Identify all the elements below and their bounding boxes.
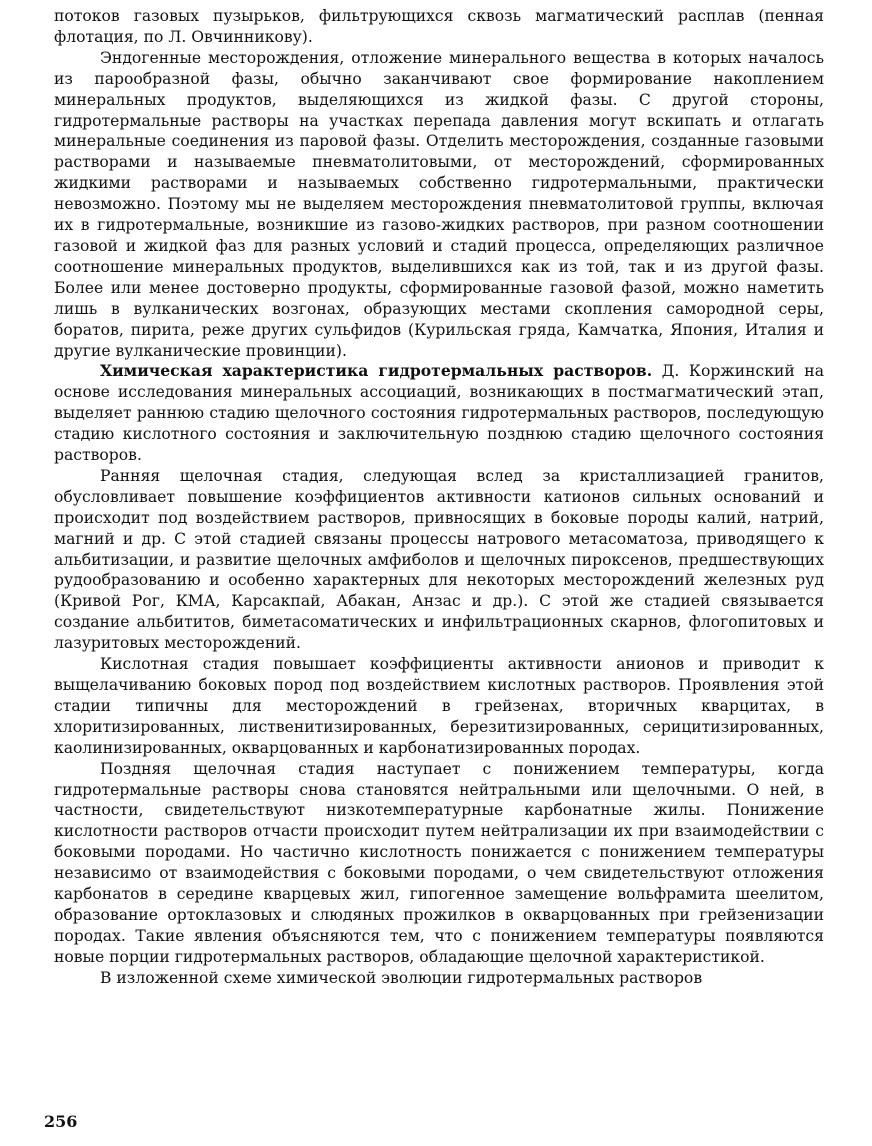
paragraph-1-text: потоков газовых пузырьков, фильтрующихся сквозь магматический расплав (пенная флотация, по Л. Овчинникову).: [54, 7, 824, 46]
page-body: [54, 6, 824, 989]
paragraph-2-text: Эндогенные месторождения, отложение минерального вещества в которых началось из парообразной фазы, обычно заканчивают свое формирование накоплением минеральных продуктов, выделяющихся из жидкой фазы. С другой стороны, гидротермальные растворы на участках перепада давления могут вскипать и отлагать минеральные соединения из паровой фазы. Отделить месторождения, созданные газовыми растворами и называемые пневматолитовыми, от месторождений, сформированных жидкими растворами и называемых собственно гидротермальными, практически невозможно. Поэтому мы не выделяем месторождения пневматолитовой группы, включая их в гидротермальные, возникшие из газово-жидких растворов, при разном соотношении газовой и жидкой фаз для разных условий и стадий процесса, определяющих различное соотношение минеральных продуктов, выделившихся как из той, так и из другой фазы. Более или менее достоверно продукты, сформированные газовой фазой, можно наметить лишь в вулканических возгонах, образующих местами скопления самородной серы, боратов, пирита, реже других сульфидов (Курильская гряда, Камчатка, Япония, Италия и другие вулканические провинции).: [54, 48, 824, 360]
section-heading: Химическая характеристика гидротермальных растворов.: [100, 361, 653, 381]
paragraph-6-text: Поздняя щелочная стадия наступает с понижением температуры, когда гидротермальные растворы снова становятся нейтральными или щелочными. О ней, в частности, свидетельствуют низкотемпературные карбонатные жилы. Понижение кислотности растворов отчасти происходит путем нейтрализации их при взаимодействии с боковыми породами. Но частично кислотность понижается с понижением температуры независимо от взаимодействия с боковыми породами, о чем свидетельствуют отложения карбонатов в середине кварцевых жил, гипогенное замещение вольфрамита шеелитом, образование ортоклазовых и слюдяных прожилков в окварцованных при грейзенизации породах. Такие явления объясняются тем, что с понижением температуры появляются новые порции гидротермальных растворов, обладающие щелочной характеристикой.: [54, 759, 824, 966]
paragraph-3: [54, 361, 824, 466]
paragraph-4-text: Ранняя щелочная стадия, следующая вслед за кристаллизацией гранитов, обусловливает повышение коэффициентов активности катионов сильных оснований и происходит под воздействием растворов, привносящих в боковые породы калий, натрий, магний и др. С этой стадией связаны процессы натрового метасоматоза, приводящего к альбитизации, и развитие щелочных амфиболов и щелочных пироксенов, предшествующих рудообразованию и особенно характерных для некоторых месторождений железных руд (Кривой Рог, КМА, Карсакпай, Абакан, Анзас и др.). С этой же стадией связывается создание альбититов, биметасоматических и инфильтрационных скарнов, флогопитовых и лазуритовых месторождений.: [54, 466, 824, 653]
paragraph-7-text: В изложенной схеме химической эволюции гидротермальных растворов: [100, 968, 703, 987]
paragraph-2: [54, 48, 824, 362]
paragraph-3-text: Д. Коржинский на основе исследования минеральных ассоциаций, возникающих в постмагматический этап, выделяет раннюю стадию щелочного состояния гидротермальных растворов, последующую стадию кислотного состояния и заключительную позднюю стадию щелочного состояния растворов.: [54, 362, 824, 465]
paragraph-5: [54, 654, 824, 759]
paragraph-4: [54, 466, 824, 654]
paragraph-1: [54, 6, 824, 48]
paragraph-5-text: Кислотная стадия повышает коэффициенты активности анионов и приводит к выщелачиванию боковых пород под воздействием кислотных растворов. Проявления этой стадии типичны для месторождений в грейзенах, вторичных кварцитах, в хлоритизированных, лиственитизированных, березитизированных, серицитизированных, каолинизированных, окварцованных и карбонатизированных породах.: [54, 655, 824, 757]
paragraph-7: [54, 968, 824, 989]
page-number: 256: [44, 1112, 78, 1131]
paragraph-6: [54, 759, 824, 968]
